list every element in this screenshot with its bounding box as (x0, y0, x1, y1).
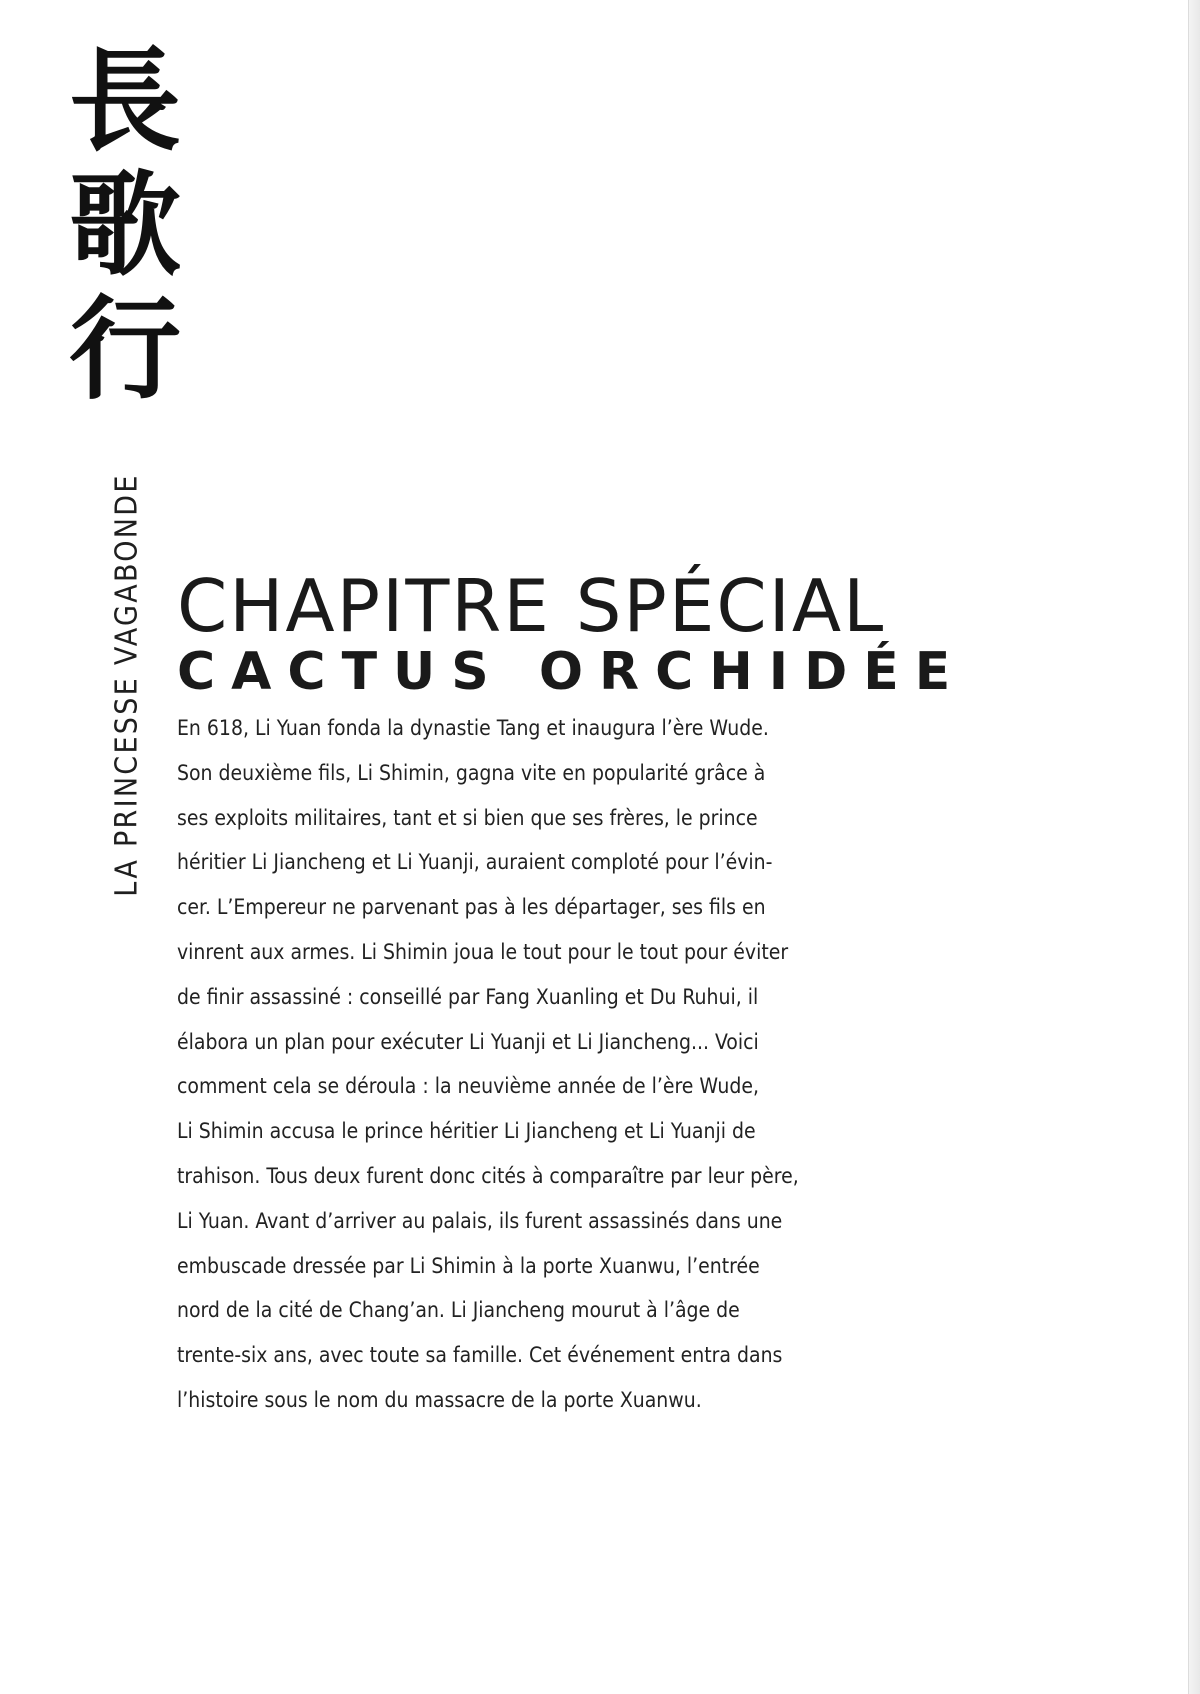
body-line: héritier Li Jiancheng et Li Yuanji, auraient comploté pour l’évin- (177, 850, 773, 875)
body-line: embuscade dressée par Li Shimin à la porte Xuanwu, l’entrée (177, 1253, 760, 1278)
body-line: de finir assassiné : conseillé par Fang Xuanling et Du Ruhui, il (177, 984, 759, 1009)
page-edge (1188, 0, 1200, 1694)
body-line: vinrent aux armes. Li Shimin joua le tout pour le tout pour éviter (177, 939, 789, 964)
body-line: Son deuxième fils, Li Shimin, gagna vite en popularité grâce à (177, 760, 766, 785)
body-line: trente-six ans, avec toute sa famille. Cet événement entra dans (177, 1343, 783, 1368)
body-line: Li Yuan. Avant d’arriver au palais, ils furent assassinés dans une (177, 1208, 783, 1233)
body-line: trahison. Tous deux furent donc cités à comparaître par leur père, (177, 1163, 799, 1188)
chapter-title: CHAPITRE SPÉCIAL (177, 564, 886, 649)
body-line: l’histoire sous le nom du massacre de la porte Xuanwu. (177, 1387, 702, 1412)
body-line: ses exploits militaires, tant et si bien que ses frères, le prince (177, 805, 758, 830)
body-line: cer. L’Empereur ne parvenant pas à les départager, ses fils en (177, 895, 766, 920)
calligraphy-char-3: 行 (69, 284, 181, 415)
calligraphy-char-1: 長 (69, 36, 181, 167)
body-text (177, 706, 799, 1423)
series-title-container (107, 450, 147, 920)
body-line: En 618, Li Yuan fonda la dynastie Tang et inaugura l’ère Wude. (177, 716, 769, 740)
body-line: comment cela se déroula : la neuvième année de l’ère Wude, (177, 1074, 759, 1099)
calligraphy-title (55, 36, 195, 420)
chapter-subtitle: CACTUS ORCHIDÉE (177, 642, 967, 703)
calligraphy-char-2: 歌 (69, 160, 181, 291)
body-line: Li Shimin accusa le prince héritier Li Jiancheng et Li Yuanji de (177, 1119, 756, 1144)
body-line: nord de la cité de Chang’an. Li Jiancheng mourut à l’âge de (177, 1298, 740, 1323)
series-title: LA PRINCESSE VAGABONDE (109, 473, 145, 897)
body-line: élabora un plan pour exécuter Li Yuanji et Li Jiancheng... Voici (177, 1029, 759, 1054)
